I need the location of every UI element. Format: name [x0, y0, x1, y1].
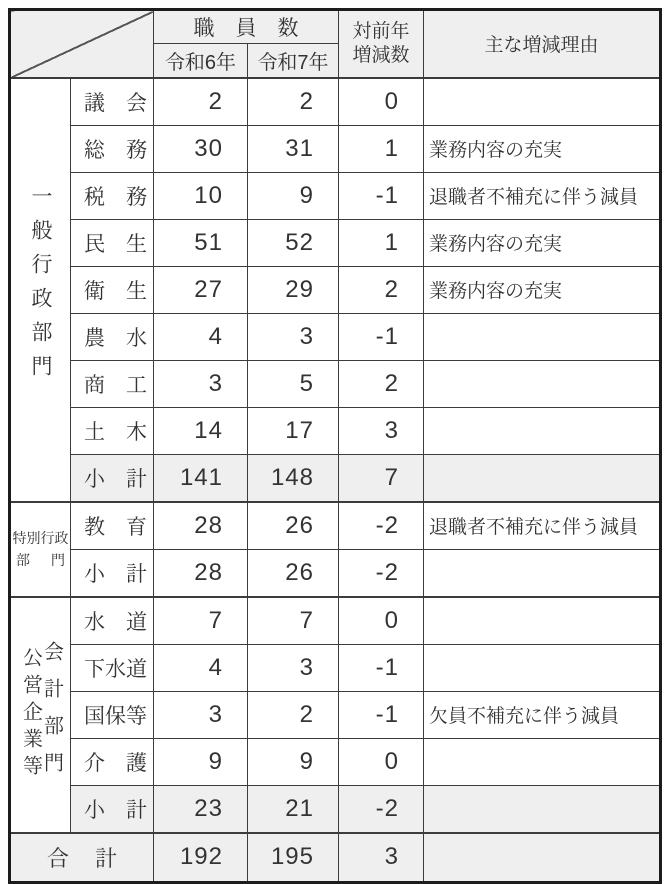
- dept-cell: 教 育: [71, 502, 154, 550]
- group-label-public-enterprise: 公営企業等会計部門: [10, 597, 71, 833]
- header-year-reiwa6: 令和6年: [154, 44, 248, 78]
- dept-cell: 総 務: [71, 125, 154, 172]
- r7-cell: 2: [248, 691, 339, 738]
- reason-cell: [424, 738, 661, 785]
- diff-cell: 1: [339, 219, 424, 266]
- diff-cell: 0: [339, 597, 424, 645]
- reason-cell: 退職者不補充に伴う減員: [424, 502, 661, 550]
- dept-cell: 下水道: [71, 644, 154, 691]
- r7-cell: 26: [248, 502, 339, 550]
- r7-cell: 9: [248, 738, 339, 785]
- grand-total-row: [10, 833, 661, 883]
- diagonal-header-cell: [10, 10, 154, 78]
- dept-cell: 衛 生: [71, 266, 154, 313]
- table-row: [10, 172, 661, 219]
- dept-cell: 小 計: [71, 549, 154, 597]
- table-row: [10, 266, 661, 313]
- table-row: [10, 597, 661, 645]
- r7-cell: 21: [248, 785, 339, 833]
- r6-cell: 192: [154, 833, 248, 883]
- r6-cell: 141: [154, 454, 248, 502]
- dept-cell: 議 会: [71, 78, 154, 126]
- dept-cell: 商 工: [71, 360, 154, 407]
- table-row: [10, 407, 661, 454]
- r7-cell: 3: [248, 644, 339, 691]
- diff-cell: -2: [339, 549, 424, 597]
- table-header: [10, 10, 661, 78]
- r7-cell: 5: [248, 360, 339, 407]
- diff-cell: 2: [339, 360, 424, 407]
- header-yoy-line2: 増減数: [352, 44, 410, 66]
- dept-cell: 介 護: [71, 738, 154, 785]
- reason-cell: [424, 549, 661, 597]
- diff-cell: -1: [339, 691, 424, 738]
- dept-cell: 水 道: [71, 597, 154, 645]
- dept-cell: 民 生: [71, 219, 154, 266]
- subtotal-row-general: [10, 454, 661, 502]
- header-main-reason: 主な増減理由: [424, 10, 661, 78]
- reason-cell: 業務内容の充実: [424, 266, 661, 313]
- diff-cell: -1: [339, 313, 424, 360]
- dept-cell: 農 水: [71, 313, 154, 360]
- r7-cell: 2: [248, 78, 339, 126]
- r6-cell: 3: [154, 691, 248, 738]
- subtotal-row-special: [10, 549, 661, 597]
- dept-cell: 土 木: [71, 407, 154, 454]
- r6-cell: 2: [154, 78, 248, 126]
- r6-cell: 4: [154, 313, 248, 360]
- reason-cell: 退職者不補充に伴う減員: [424, 172, 661, 219]
- diff-cell: -1: [339, 172, 424, 219]
- r7-cell: 26: [248, 549, 339, 597]
- diff-cell: -2: [339, 502, 424, 550]
- reason-cell: [424, 597, 661, 645]
- table-row: [10, 313, 661, 360]
- staff-count-table: [8, 8, 662, 884]
- reason-cell: [424, 454, 661, 502]
- table-row: [10, 78, 661, 126]
- r6-cell: 7: [154, 597, 248, 645]
- header-yoy-line1: 対前年: [352, 21, 410, 42]
- r6-cell: 28: [154, 549, 248, 597]
- diff-cell: 1: [339, 125, 424, 172]
- reason-cell: [424, 833, 661, 883]
- diff-cell: -1: [339, 644, 424, 691]
- reason-cell: [424, 785, 661, 833]
- header-yoy-change: [339, 10, 424, 78]
- reason-cell: 業務内容の充実: [424, 125, 661, 172]
- reason-cell: [424, 78, 661, 126]
- r6-cell: 4: [154, 644, 248, 691]
- diff-cell: 0: [339, 78, 424, 126]
- total-label-cell: 合 計: [10, 833, 154, 883]
- r6-cell: 30: [154, 125, 248, 172]
- reason-cell: [424, 313, 661, 360]
- diff-cell: 0: [339, 738, 424, 785]
- r6-cell: 3: [154, 360, 248, 407]
- r7-cell: 17: [248, 407, 339, 454]
- table-row: [10, 738, 661, 785]
- diff-cell: 3: [339, 407, 424, 454]
- diff-cell: 2: [339, 266, 424, 313]
- page: [0, 8, 667, 871]
- header-year-reiwa7: 令和7年: [248, 44, 339, 78]
- reason-cell: 業務内容の充実: [424, 219, 661, 266]
- dept-cell: 小 計: [71, 454, 154, 502]
- r6-cell: 51: [154, 219, 248, 266]
- table-row: [10, 691, 661, 738]
- table-row: [10, 125, 661, 172]
- table-row: [10, 360, 661, 407]
- r6-cell: 14: [154, 407, 248, 454]
- dept-cell: 税 務: [71, 172, 154, 219]
- r6-cell: 28: [154, 502, 248, 550]
- table-body: [10, 78, 661, 883]
- diff-cell: 7: [339, 454, 424, 502]
- reason-cell: 欠員不補充に伴う減員: [424, 691, 661, 738]
- subtotal-row-enterprise: [10, 785, 661, 833]
- r6-cell: 10: [154, 172, 248, 219]
- r7-cell: 9: [248, 172, 339, 219]
- dept-cell: 国保等: [71, 691, 154, 738]
- r6-cell: 9: [154, 738, 248, 785]
- table-row: [10, 502, 661, 550]
- diff-cell: -2: [339, 785, 424, 833]
- header-staff-count: 職 員 数: [154, 10, 339, 44]
- reason-cell: [424, 407, 661, 454]
- r6-cell: 23: [154, 785, 248, 833]
- reason-cell: [424, 360, 661, 407]
- r7-cell: 195: [248, 833, 339, 883]
- reason-cell: [424, 644, 661, 691]
- group-label-general-admin: 一般行政部門: [10, 78, 71, 502]
- diff-cell: 3: [339, 833, 424, 883]
- dept-cell: 小 計: [71, 785, 154, 833]
- r6-cell: 27: [154, 266, 248, 313]
- table-row: [10, 219, 661, 266]
- r7-cell: 31: [248, 125, 339, 172]
- r7-cell: 52: [248, 219, 339, 266]
- r7-cell: 7: [248, 597, 339, 645]
- r7-cell: 3: [248, 313, 339, 360]
- table-row: [10, 644, 661, 691]
- r7-cell: 29: [248, 266, 339, 313]
- group-label-special-admin: 特別行政 部 門: [10, 502, 71, 597]
- r7-cell: 148: [248, 454, 339, 502]
